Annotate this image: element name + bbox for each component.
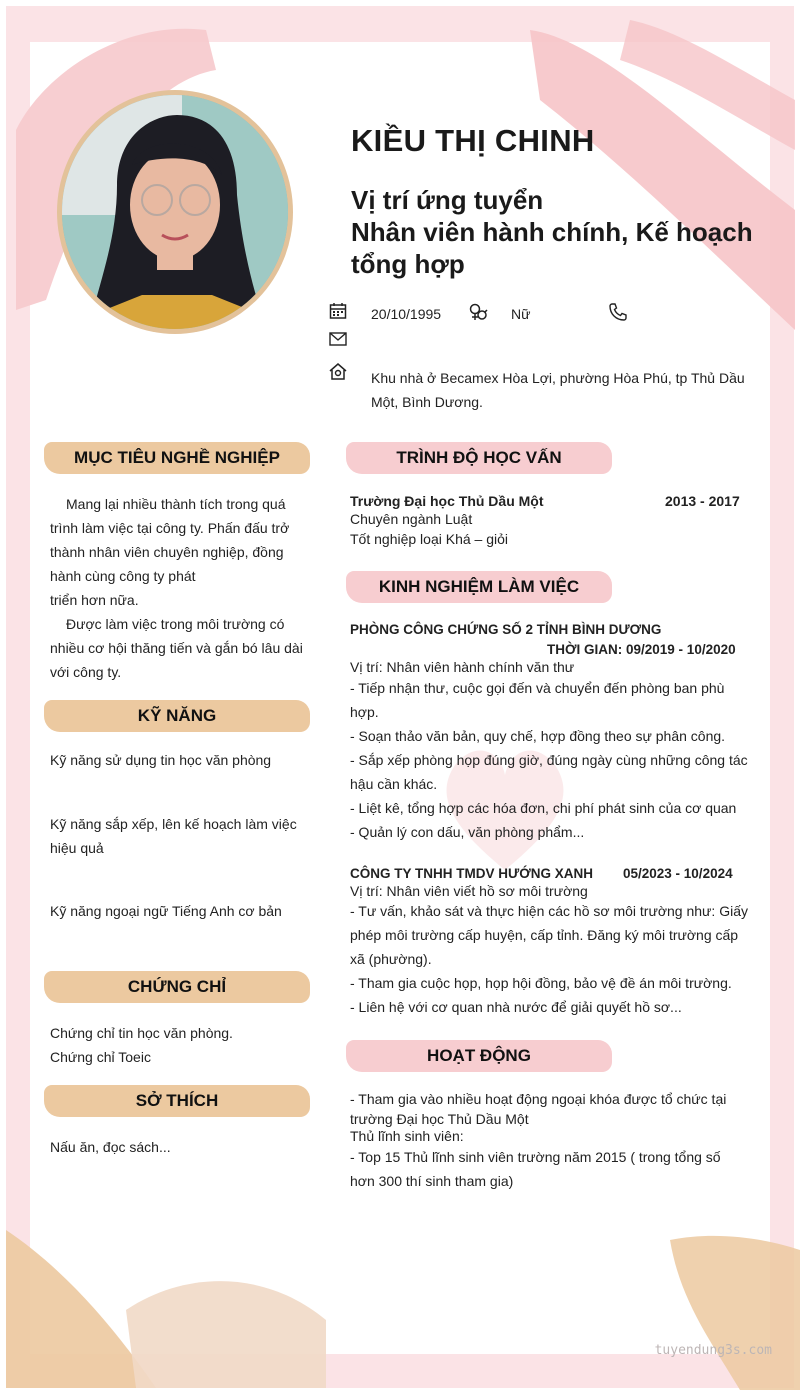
education-heading: TRÌNH ĐỘ HỌC VẤN [346, 442, 612, 474]
duty-line: hậu cần khác. [350, 776, 438, 792]
experience-heading: KINH NGHIỆM LÀM VIỆC [346, 571, 612, 603]
position-title: Vị trí ứng tuyển [351, 185, 544, 215]
objective-line: thành nhân viên chuyên nghiệp, đồng [50, 544, 284, 560]
education-major: Chuyên ngành Luật [350, 511, 473, 527]
job1-company: PHÒNG CÔNG CHỨNG SỐ 2 TỈNH BÌNH DƯƠNG [350, 622, 662, 637]
activity-line: Thủ lĩnh sinh viên: [350, 1128, 464, 1144]
skill-item: Kỹ năng sắp xếp, lên kế hoạch làm việc [50, 816, 297, 832]
address-line-2: Một, Bình Dương. [371, 394, 483, 410]
activity-line: trường Đại học Thủ Dầu Một [350, 1111, 529, 1127]
job2-time: 05/2023 - 10/2024 [623, 866, 733, 881]
site-watermark: tuyendung3s.com [654, 1343, 772, 1358]
skill-item: Kỹ năng ngoại ngữ Tiếng Anh cơ bản [50, 903, 282, 919]
activity-line: hơn 300 thí sinh tham gia) [350, 1173, 514, 1189]
education-years: 2013 - 2017 [665, 493, 740, 509]
activity-line: - Top 15 Thủ lĩnh sinh viên trường năm 2015 ( trong tổng số [350, 1149, 721, 1165]
objective-line: nhiều cơ hội thăng tiến và gắn bó lâu dài [50, 640, 303, 656]
hobbies-heading: SỞ THÍCH [44, 1085, 310, 1117]
certificate-item: Chứng chỉ tin học văn phòng. [50, 1025, 233, 1041]
activity-line: - Tham gia vào nhiều hoạt động ngoại khóa được tổ chức tại [350, 1091, 727, 1107]
duty-line: - Tiếp nhận thư, cuộc gọi đến và chuyển đến phòng ban phù [350, 680, 725, 696]
home-location-icon [328, 362, 348, 382]
duty-line: - Liên hệ với cơ quan nhà nước để giải quyết hồ sơ... [350, 999, 682, 1015]
duty-line: - Tham gia cuộc họp, họp hội đồng, bảo vệ đề án môi trường. [350, 975, 732, 991]
education-grade: Tốt nghiệp loại Khá – giỏi [350, 531, 508, 547]
gender-icon [468, 302, 488, 322]
job2-company: CÔNG TY TNHH TMDV HƯỚNG XANH [350, 866, 593, 881]
brush-decoration-bottom-left [6, 1210, 336, 1388]
duty-line: - Quản lý con dấu, văn phòng phẩm... [350, 824, 585, 840]
position-block [351, 184, 771, 280]
position-line-2: tổng hợp [351, 249, 465, 279]
duty-line: xã (phường). [350, 951, 432, 967]
job1-time: THỜI GIAN: 09/2019 - 10/2020 [547, 642, 736, 657]
hobbies-text: Nấu ăn, đọc sách... [50, 1139, 171, 1155]
duty-line: - Liệt kê, tổng hợp các hóa đơn, chi phí phát sinh của cơ quan [350, 800, 737, 816]
objective-line: Được làm việc trong môi trường có [66, 616, 285, 632]
job2-role: Vị trí: Nhân viên viết hồ sơ môi trường [350, 883, 588, 899]
phone-icon [608, 302, 628, 322]
skills-heading: KỸ NĂNG [44, 700, 310, 732]
address [371, 366, 745, 414]
duty-line: hợp. [350, 704, 379, 720]
duty-line: - Sắp xếp phòng họp đúng giờ, đúng ngày cùng những công tác [350, 752, 748, 768]
duty-line: - Soạn thảo văn bản, quy chế, hợp đồng theo sự phân công. [350, 728, 726, 744]
candidate-name: KIỀU THỊ CHINH [351, 123, 595, 158]
objective-line: Mang lại nhiều thành tích trong quá [66, 496, 286, 512]
objective-line: hành cùng công ty phát [50, 568, 196, 584]
activities-heading: HOẠT ĐỘNG [346, 1040, 612, 1072]
objective-text [50, 492, 310, 684]
objective-line: với công ty. [50, 664, 122, 680]
address-line-1: Khu nhà ở Becamex Hòa Lợi, phường Hòa Phú, tp Thủ Dầu [371, 370, 745, 386]
job2-duties [350, 899, 750, 1019]
education-school: Trường Đại học Thủ Dầu Một [350, 493, 544, 509]
certificate-item: Chứng chỉ Toeic [50, 1049, 151, 1065]
avatar [62, 95, 288, 329]
skill-item: Kỹ năng sử dụng tin học văn phòng [50, 752, 272, 768]
objective-heading: MỤC TIÊU NGHỀ NGHIỆP [44, 442, 310, 474]
job1-duties [350, 676, 750, 844]
mail-icon [329, 332, 347, 346]
birthday-text: 20/10/1995 [371, 306, 442, 322]
brush-decoration-bottom-right [640, 1220, 800, 1390]
gender-text: Nữ [511, 306, 531, 322]
duty-line: - Tư vấn, khảo sát và thực hiện các hồ sơ môi trường như: Giấy [350, 903, 748, 919]
certificates-heading: CHỨNG CHỈ [44, 971, 310, 1003]
calendar-icon [329, 302, 347, 320]
duty-line: phép môi trường cấp huyện, cấp tỉnh. Đăng ký môi trường cấp [350, 927, 739, 943]
skill-item: hiệu quả [50, 840, 104, 856]
objective-line: trình làm việc tại công ty. Phấn đấu trở [50, 520, 290, 536]
position-line-1: Nhân viên hành chính, Kế hoạch [351, 217, 753, 247]
brush-decoration-top-right [510, 10, 800, 340]
objective-line: triển hơn nữa. [50, 592, 139, 608]
job1-role: Vị trí: Nhân viên hành chính văn thư [350, 659, 575, 675]
